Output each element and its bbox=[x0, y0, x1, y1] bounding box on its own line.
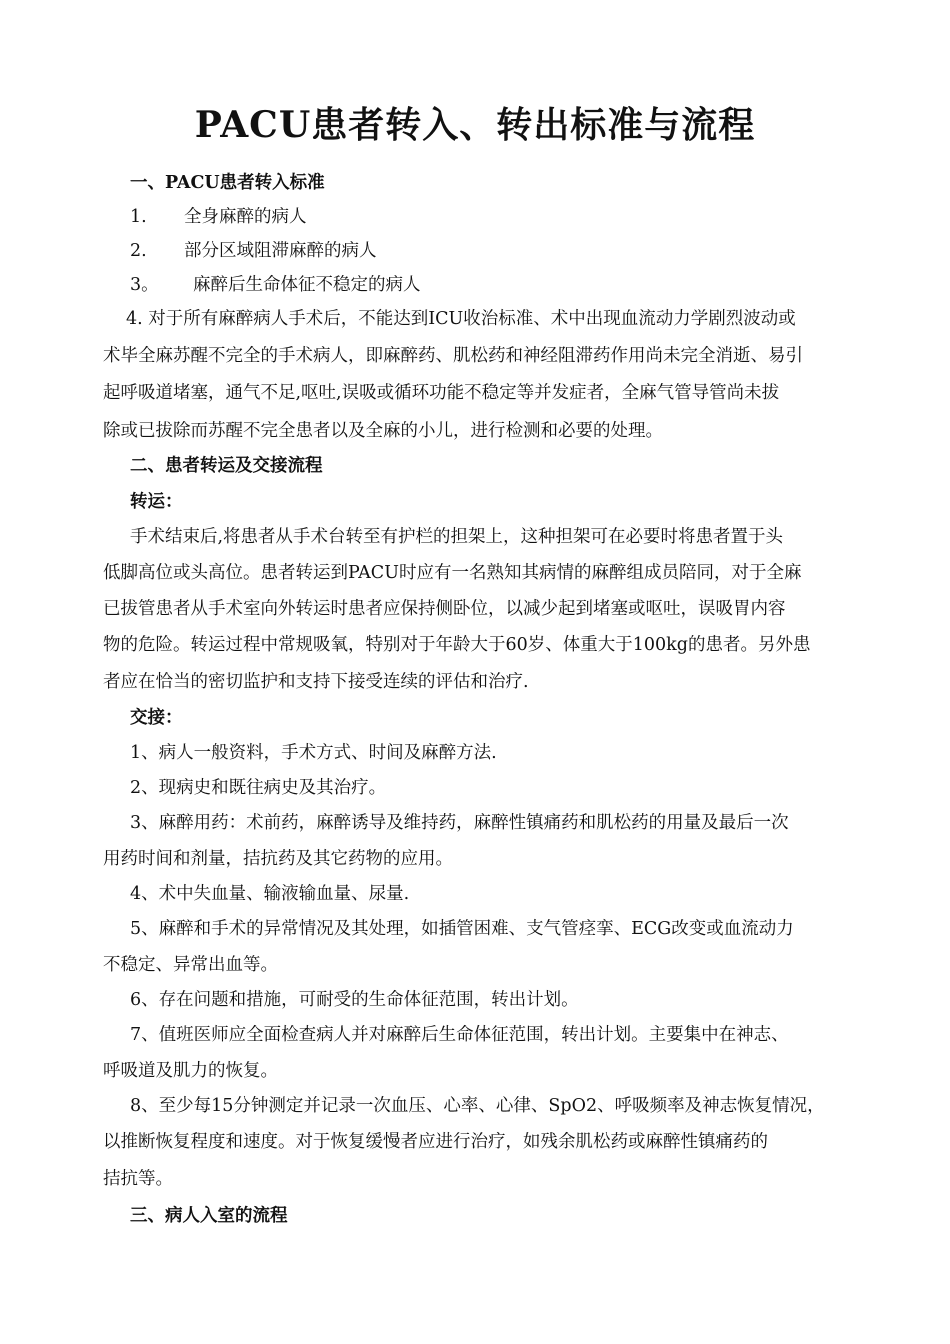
paragraph-line: 4. 对于所有麻醉病人手术后，不能达到ICU收治标准、术中出现血流动力学剧烈波动或 bbox=[126, 309, 796, 329]
paragraph-line: 8、至少每15分钟测定并记录一次血压、心率、心律、SpO2、呼吸频率及神志恢复情况， bbox=[130, 1096, 825, 1116]
paragraph-line: 术毕全麻苏醒不完全的手术病人，即麻醉药、肌松药和神经阻滞药作用尚未完全消逝、易引 bbox=[103, 346, 803, 366]
list-item bbox=[130, 238, 377, 264]
paragraph-line: 手术结束后,将患者从手术台转至有护栏的担架上，这种担架可在必要时将患者置于头 bbox=[130, 527, 784, 547]
paragraph-line: 5、麻醉和手术的异常情况及其处理，如插管困难、支气管痉挛、ECG改变或血流动力 bbox=[130, 919, 794, 939]
section-1-heading: 一、PACU患者转入标准 bbox=[130, 173, 325, 193]
paragraph-line: 2、现病史和既往病史及其治疗。 bbox=[130, 778, 387, 798]
paragraph-line: 6、存在问题和措施，可耐受的生命体征范围，转出计划。 bbox=[130, 990, 579, 1010]
paragraph-line: 低脚高位或头高位。患者转运到PACU时应有一名熟知其病情的麻醉组成员陪同，对于全麻 bbox=[103, 563, 802, 583]
paragraph-line: 1、病人一般资料，手术方式、时间及麻醉方法. bbox=[130, 743, 497, 763]
paragraph-line: 不稳定、异常出血等。 bbox=[103, 955, 278, 975]
paragraph-line: 7、值班医师应全面检查病人并对麻醉后生命体征范围，转出计划。主要集中在神志、 bbox=[130, 1025, 789, 1045]
paragraph-line: 呼吸道及肌力的恢复。 bbox=[103, 1061, 278, 1081]
list-item-text: 全身麻醉的病人 bbox=[184, 207, 307, 227]
list-item-text: 麻醉后生命体征不稳定的病人 bbox=[193, 275, 421, 295]
list-item-number: 1. bbox=[130, 207, 147, 227]
paragraph-line: 3、麻醉用药：术前药，麻醉诱导及维持药，麻醉性镇痛药和肌松药的用量及最后一次 bbox=[130, 813, 789, 833]
paragraph-line: 4、术中失血量、输液输血量、尿量. bbox=[130, 884, 410, 904]
handover-heading: 交接： bbox=[130, 708, 183, 728]
paragraph-line: 已拔管患者从手术室向外转运时患者应保持侧卧位，以减少起到堵塞或呕吐，误吸胃内容 bbox=[103, 599, 786, 619]
paragraph-line: 物的危险。转运过程中常规吸氧，特别对于年龄大于60岁、体重大于100kg的患者。另外患 bbox=[103, 635, 811, 655]
list-item bbox=[130, 272, 421, 298]
paragraph-line: 拮抗等。 bbox=[103, 1169, 173, 1189]
transfer-heading: 转运： bbox=[130, 492, 183, 512]
paragraph-line: 用药时间和剂量，拮抗药及其它药物的应用。 bbox=[103, 849, 453, 869]
section-2-heading: 二、患者转运及交接流程 bbox=[130, 456, 323, 476]
paragraph-line: 起呼吸道堵塞，通气不足,呕吐,误吸或循环功能不稳定等并发症者，全麻气管导管尚未拔 bbox=[103, 383, 780, 403]
section-3-heading: 三、病人入室的流程 bbox=[130, 1206, 288, 1226]
page-title: PACU患者转入、转出标准与流程 bbox=[194, 104, 756, 146]
paragraph-line: 以推断恢复程度和速度。对于恢复缓慢者应进行治疗，如残余肌松药或麻醉性镇痛药的 bbox=[103, 1132, 768, 1152]
list-item-number: 2. bbox=[130, 241, 147, 261]
list-item bbox=[130, 204, 307, 230]
list-item-number: 3。 bbox=[130, 275, 159, 295]
paragraph-line: 者应在恰当的密切监护和支持下接受连续的评估和治疗. bbox=[103, 672, 529, 692]
paragraph-line: 除或已拔除而苏醒不完全患者以及全麻的小儿，进行检测和必要的处理。 bbox=[103, 421, 663, 441]
list-item-text: 部分区域阻滞麻醉的病人 bbox=[184, 241, 377, 261]
